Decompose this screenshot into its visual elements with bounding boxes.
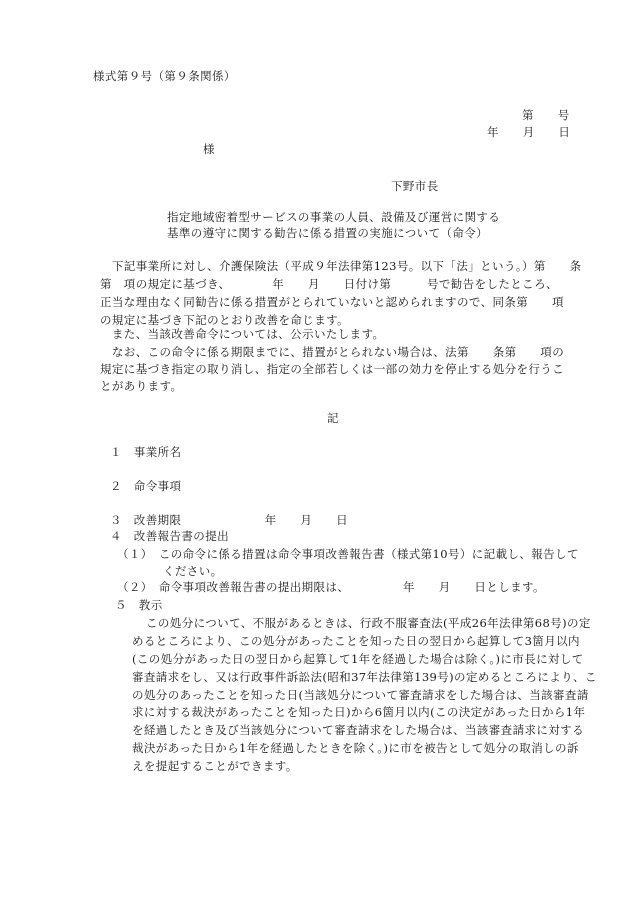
form-label: 様式第９号（第９条関係）	[93, 69, 236, 83]
document-date: 年 月 日	[487, 125, 571, 139]
issuer: 下野市長	[391, 179, 439, 193]
item-1: １ 事業所名	[110, 445, 182, 459]
addressee: 様	[203, 142, 215, 156]
body-paragraph-2: また、当該改善命令については、公示いたします。	[100, 327, 385, 341]
title-line-1: 指定地域密着型サービスの事業の人員、設備及び運営に関する	[167, 210, 501, 224]
item-2: ２ 命令事項	[110, 479, 182, 493]
item-4: ４ 改善報告書の提出	[110, 529, 229, 543]
document-number: 第 号	[522, 108, 570, 122]
item-3: ３ 改善期限 年 月 日	[110, 513, 348, 527]
ki-heading: 記	[327, 411, 339, 425]
item-4-2: （２） 命令事項改善報告書の提出期限は、 年 月 日とします。	[117, 580, 545, 594]
title-line-2: 基準の遵守に関する勧告に係る措置の実施について（命令）	[167, 226, 489, 240]
item-5: ５ 教示	[115, 598, 163, 612]
